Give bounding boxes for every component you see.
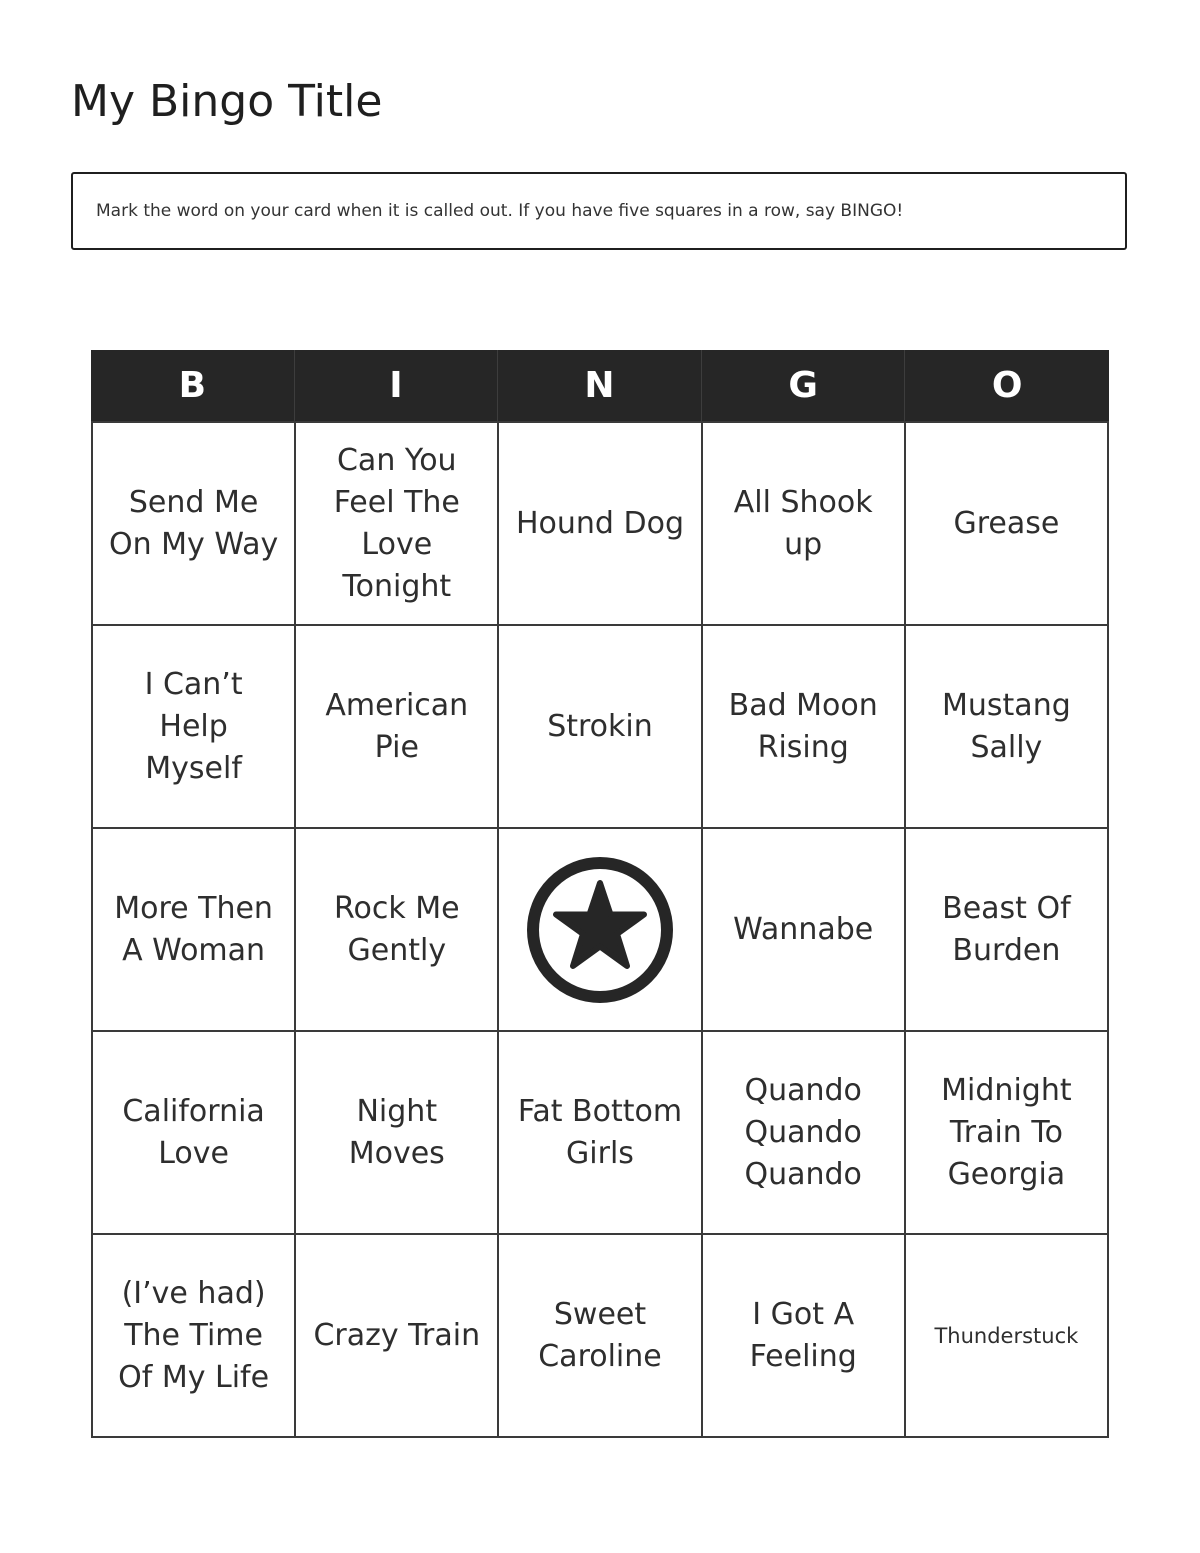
bingo-cell-r5-c4[interactable]: I Got A Feeling [703, 1235, 906, 1438]
star-in-circle-icon [525, 855, 675, 1005]
instructions-text: Mark the word on your card when it is called out. If you have five squares in a row, say BINGO! [96, 201, 904, 221]
bingo-cell-r2-c2[interactable]: American Pie [296, 626, 499, 829]
header-letter-i: I [295, 350, 499, 421]
bingo-board [91, 350, 1109, 1438]
bingo-cell-r5-c3[interactable]: Sweet Caroline [499, 1235, 702, 1438]
bingo-cell-r1-c1[interactable]: Send Me On My Way [93, 423, 296, 626]
bingo-cell-r4-c5[interactable]: Midnight Train To Georgia [906, 1032, 1109, 1235]
bingo-cell-r2-c3[interactable]: Strokin [499, 626, 702, 829]
header-letter-o: O [991, 365, 1023, 406]
bingo-cell-r1-c3[interactable]: Hound Dog [499, 423, 702, 626]
header-letter-n: N [498, 350, 702, 421]
bingo-cell-r4-c3[interactable]: Fat Bottom Girls [499, 1032, 702, 1235]
bingo-cell-r5-c2[interactable]: Crazy Train [296, 1235, 499, 1438]
bingo-cell-r1-c2[interactable]: Can You Feel The Love Tonight [296, 423, 499, 626]
bingo-cell-r1-c4[interactable]: All Shook up [703, 423, 906, 626]
bingo-cell-r2-c1[interactable]: I Can’t Help Myself [93, 626, 296, 829]
header-letter-g: G [702, 350, 906, 421]
bingo-cell-r4-c4[interactable]: Quando Quando Quando [703, 1032, 906, 1235]
bingo-cell-r2-c4[interactable]: Bad Moon Rising [703, 626, 906, 829]
header-letter-b: B [91, 350, 295, 421]
bingo-cell-r3-c2[interactable]: Rock Me Gently [296, 829, 499, 1032]
free-space-cell [499, 829, 702, 1032]
bingo-cell-r2-c5[interactable]: Mustang Sally [906, 626, 1109, 829]
bingo-cell-r4-c2[interactable]: Night Moves [296, 1032, 499, 1235]
bingo-header-row [91, 350, 1109, 421]
bingo-cell-r1-c5[interactable]: Grease [906, 423, 1109, 626]
page-title: My Bingo Title [71, 76, 383, 127]
bingo-cell-r5-c5[interactable]: Thunderstuck [906, 1235, 1109, 1438]
bingo-grid [91, 421, 1109, 1438]
bingo-cell-r3-c4[interactable]: Wannabe [703, 829, 906, 1032]
bingo-cell-r4-c1[interactable]: California Love [93, 1032, 296, 1235]
bingo-cell-r3-c5[interactable]: Beast Of Burden [906, 829, 1109, 1032]
bingo-cell-r3-c1[interactable]: More Then A Woman [93, 829, 296, 1032]
bingo-cell-r5-c1[interactable]: (I’ve had) The Time Of My Life [93, 1235, 296, 1438]
instructions-box [71, 172, 1127, 250]
